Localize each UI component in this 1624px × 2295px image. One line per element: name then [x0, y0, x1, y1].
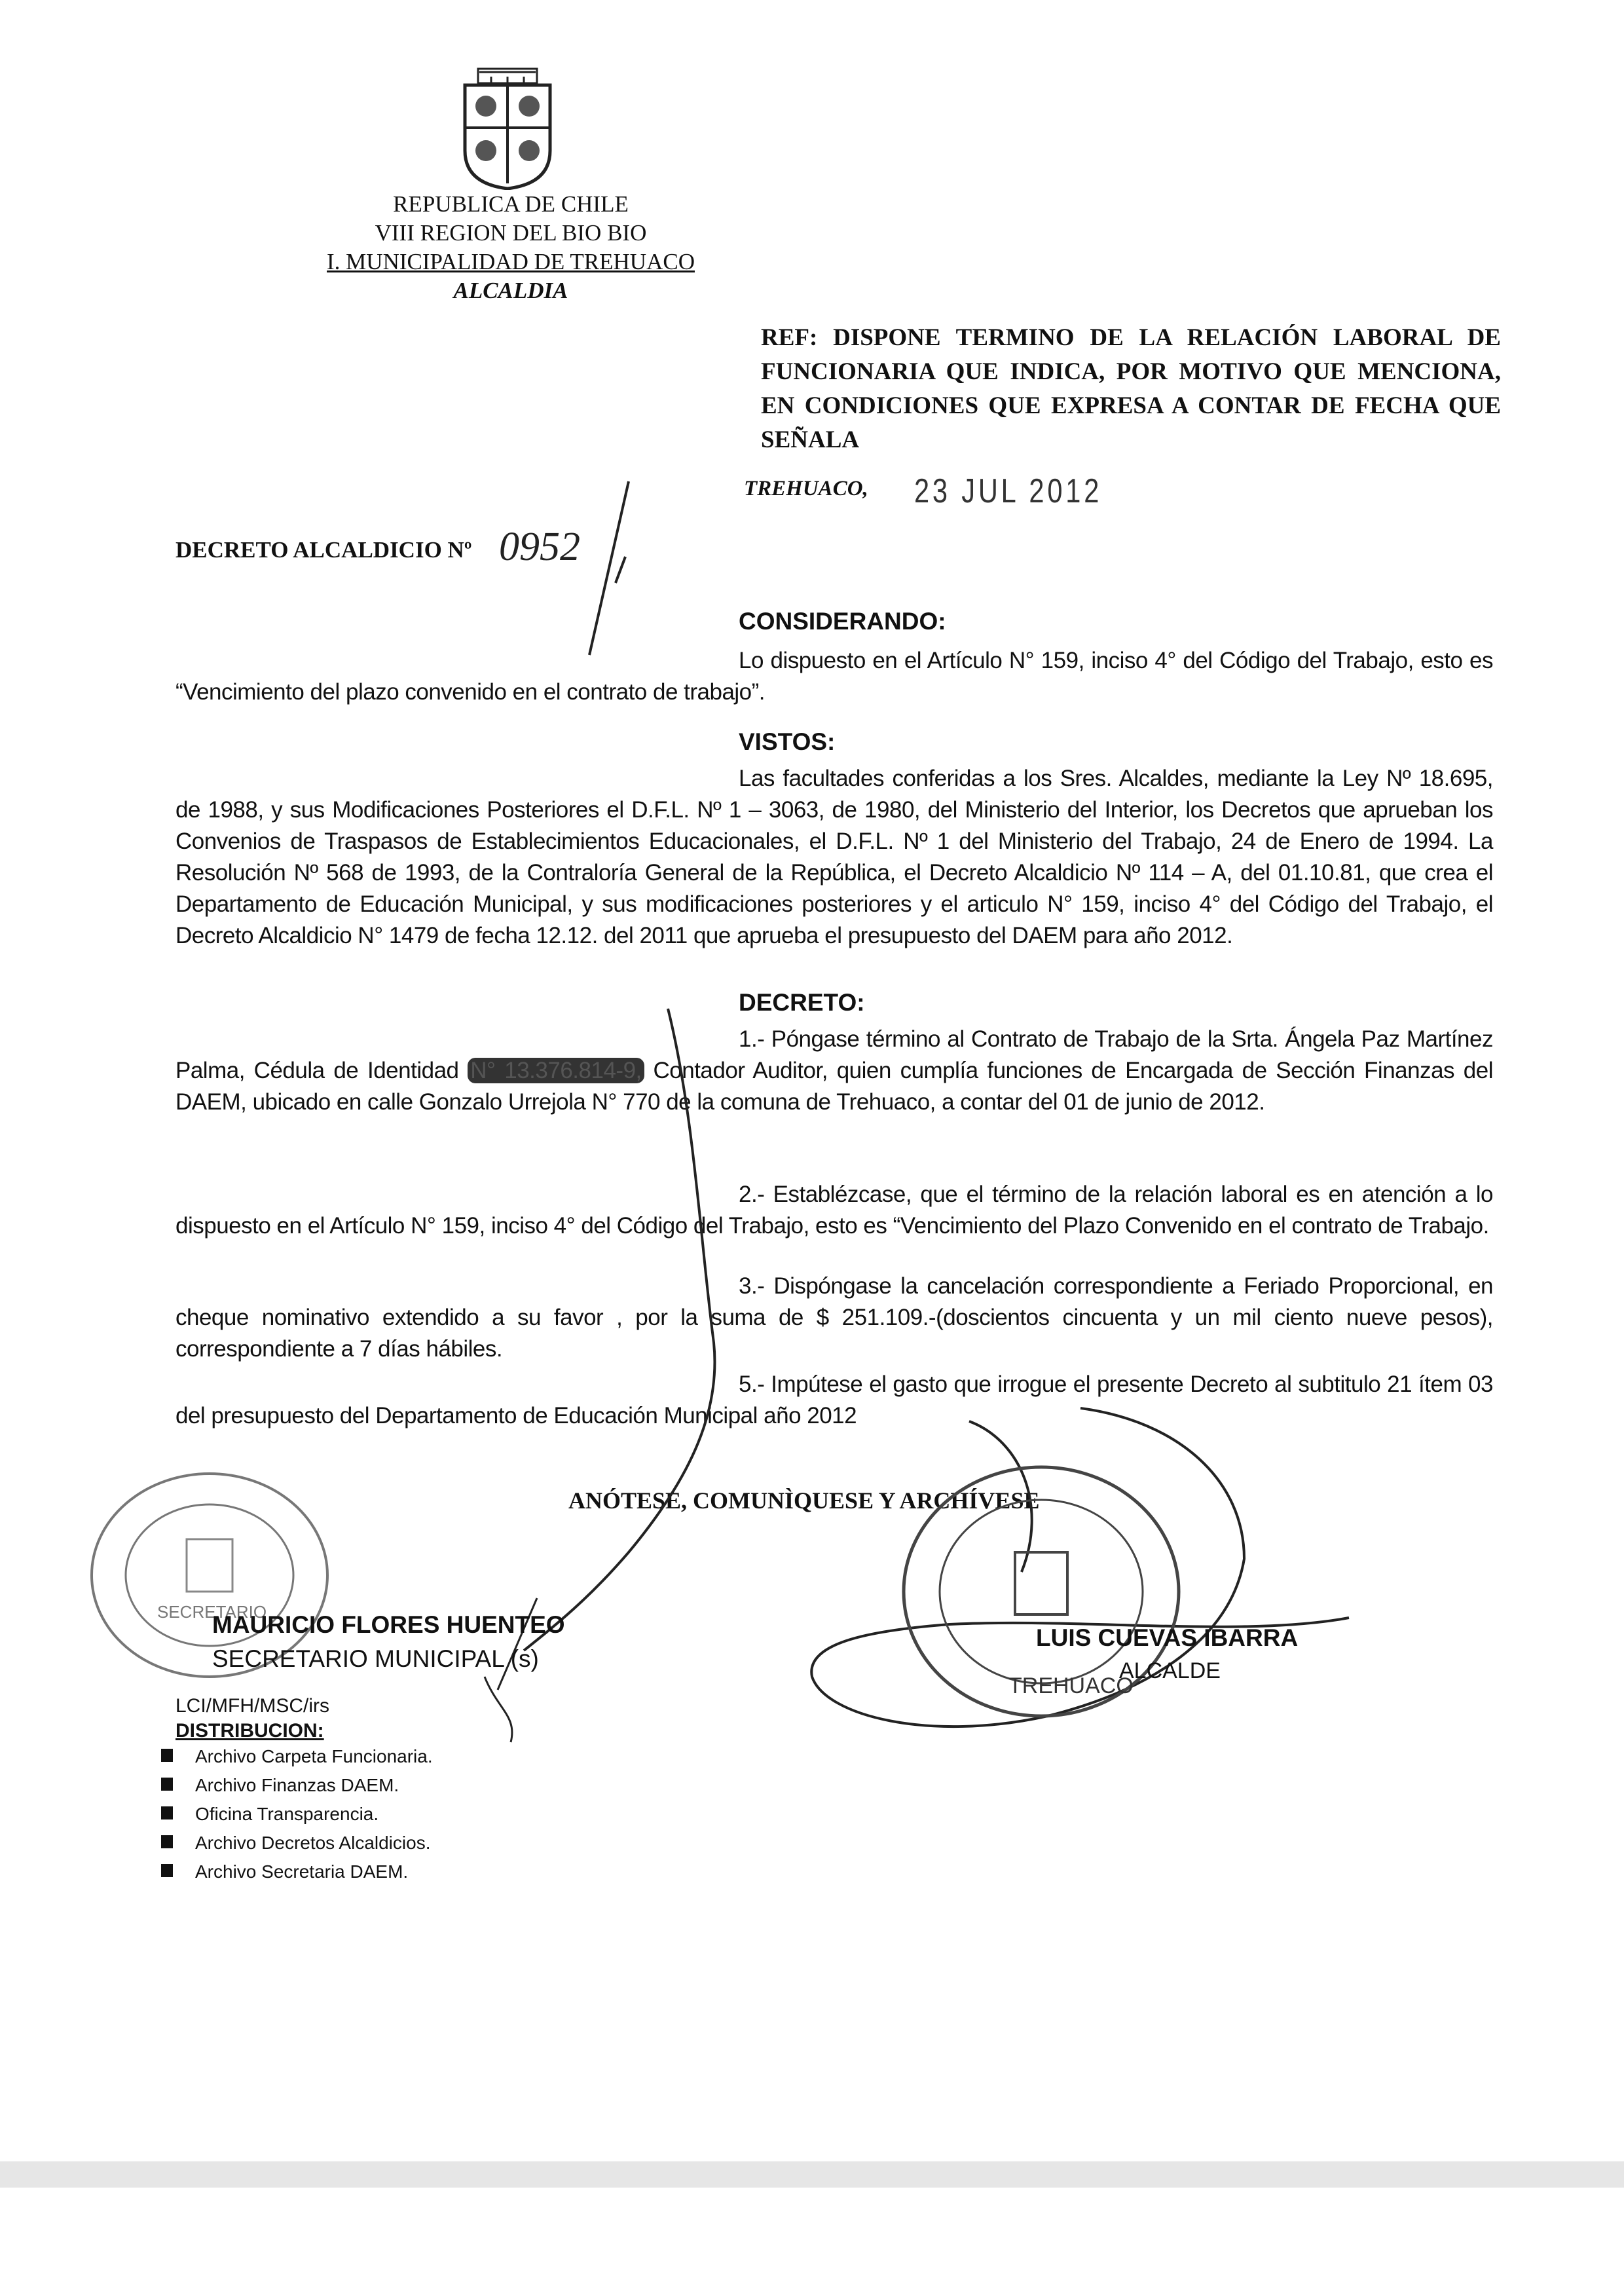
vistos-text: Las facultades conferidas a los Sres. Alcaldes, mediante la Ley Nº 18.695, de 1988, y sus Modificaciones Posteriores el D.F.L. Nº 1 – 3063, de 1980, del Ministerio del Interior, los Decretos que aprueban los Convenios de Traspasos de Establecimientos Educacionales, el D.F.L. Nº 1 del Ministerio del Trabajo, 24 de Enero de 1994. La Resolución Nº 568 de 1993, de la Contraloría General de la República, el Decreto Alcaldicio Nº 114 – A, del 01.10.81, que crea el Departamento de Educación Municipal, y sus modificaciones posteriores y el articulo N° 159, inciso 4° del Código del Trabajo, el Decreto Alcaldicio N° 1479 de fecha 12.12. del 2011 que aprueba el presupuesto del DAEM para año 2012.	[175, 766, 1493, 948]
svg-text:SECRETARIO: SECRETARIO	[157, 1602, 267, 1622]
item-1-text-cont: Contador Auditor, quien cumplía funciones de Encargada de Sección Finanzas del DAEM, ubicado en calle Gonzalo Urrejola N° 770 de la comuna de Trehuaco, a contar del 01 de junio de 2012.	[175, 1058, 1493, 1115]
considerando-text: Lo dispuesto en el Artículo N° 159, inciso 4° del Código del Trabajo, esto es “Vencimiento del plazo convenido en el contrato de trabajo”.	[175, 648, 1493, 705]
distribution-item: Archivo Decretos Alcaldicios.	[161, 1829, 433, 1857]
header-line-4: ALCALDIA	[453, 278, 568, 303]
decreto-item-2: 2.- Establézcase, que el término de la relación laboral es en atención a lo dispuesto en el Artículo N° 159, inciso 4° del Código del Trabajo, esto es “Vencimiento del Plazo Convenido en el contrato de Trabajo.	[175, 1182, 1493, 1239]
initials: LCI/MFH/MSC/irs	[175, 1695, 329, 1717]
decreto-item-3: 3.- Dispóngase la cancelación correspondiente a Feriado Proporcional, en cheque nominativo extendido a su favor , por la suma de $ 251.109.-(doscientos cincuenta y un mil ciento nueve pesos), correspondiente a 7 días hábiles.	[175, 1273, 1493, 1362]
item-1-text: 1.- Póngase término al Contrato de Trabajo de la Srta. Ángela Paz Martínez Palma, Cédula de Identidad	[175, 1026, 1493, 1083]
distribution-item: Archivo Carpeta Funcionaria.	[161, 1742, 433, 1771]
distribution-heading: DISTRIBUCION:	[175, 1720, 324, 1742]
reference-subject: REF: DISPONE TERMINO DE LA RELACIÓN LABORAL DE FUNCIONARIA QUE INDICA, POR MOTIVO QUE MENCIONA, EN CONDICIONES QUE EXPRESA A CONTAR DE FECHA QUE SEÑALA	[761, 324, 1501, 453]
closing-formula: ANÓTESE, COMUNÌQUESE Y ARCHÍVESE	[568, 1487, 1040, 1514]
decreto-item-5: 5.- Impútese el gasto que irrogue el presente Decreto al subtitulo 21 ítem 03 del presupuesto del Departamento de Educación Municipal año 2012	[175, 1371, 1493, 1428]
distribution-item: Archivo Secretaria DAEM.	[161, 1857, 433, 1886]
decreto-heading: DECRETO:	[739, 989, 865, 1016]
svg-text:TREHUACO: TREHUACO	[1008, 1673, 1134, 1698]
date-stamp: 23 JUL 2012	[914, 472, 1103, 510]
decree-label: DECRETO ALCALDICIO Nº	[175, 537, 472, 563]
distribution-item: Archivo Finanzas DAEM.	[161, 1771, 433, 1800]
mayor-title: ALCALDE	[1119, 1658, 1221, 1683]
vistos-heading: VISTOS:	[739, 728, 836, 755]
decree-number-handwritten: 0952	[499, 525, 580, 569]
considerando-heading: CONSIDERANDO:	[739, 608, 946, 635]
header-line-3: I. MUNICIPALIDAD DE TREHUACO	[327, 249, 695, 274]
distribution-list	[161, 1742, 433, 1886]
header-line-2: VIII REGION DEL BIO BIO	[375, 220, 647, 246]
distribution-item: Oficina Transparencia.	[161, 1800, 433, 1829]
header-line-1: REPUBLICA DE CHILE	[393, 191, 629, 217]
place: TREHUACO,	[744, 477, 868, 500]
mayor-name: LUIS CUEVAS IBARRA	[1036, 1624, 1299, 1651]
redacted-id-number: N° 13.376.814-9,	[468, 1058, 644, 1083]
scan-edge-band	[0, 2161, 1624, 2188]
secretary-title: SECRETARIO MUNICIPAL (s)	[212, 1645, 539, 1672]
secretary-name: MAURICIO FLORES HUENTEO	[212, 1611, 565, 1638]
